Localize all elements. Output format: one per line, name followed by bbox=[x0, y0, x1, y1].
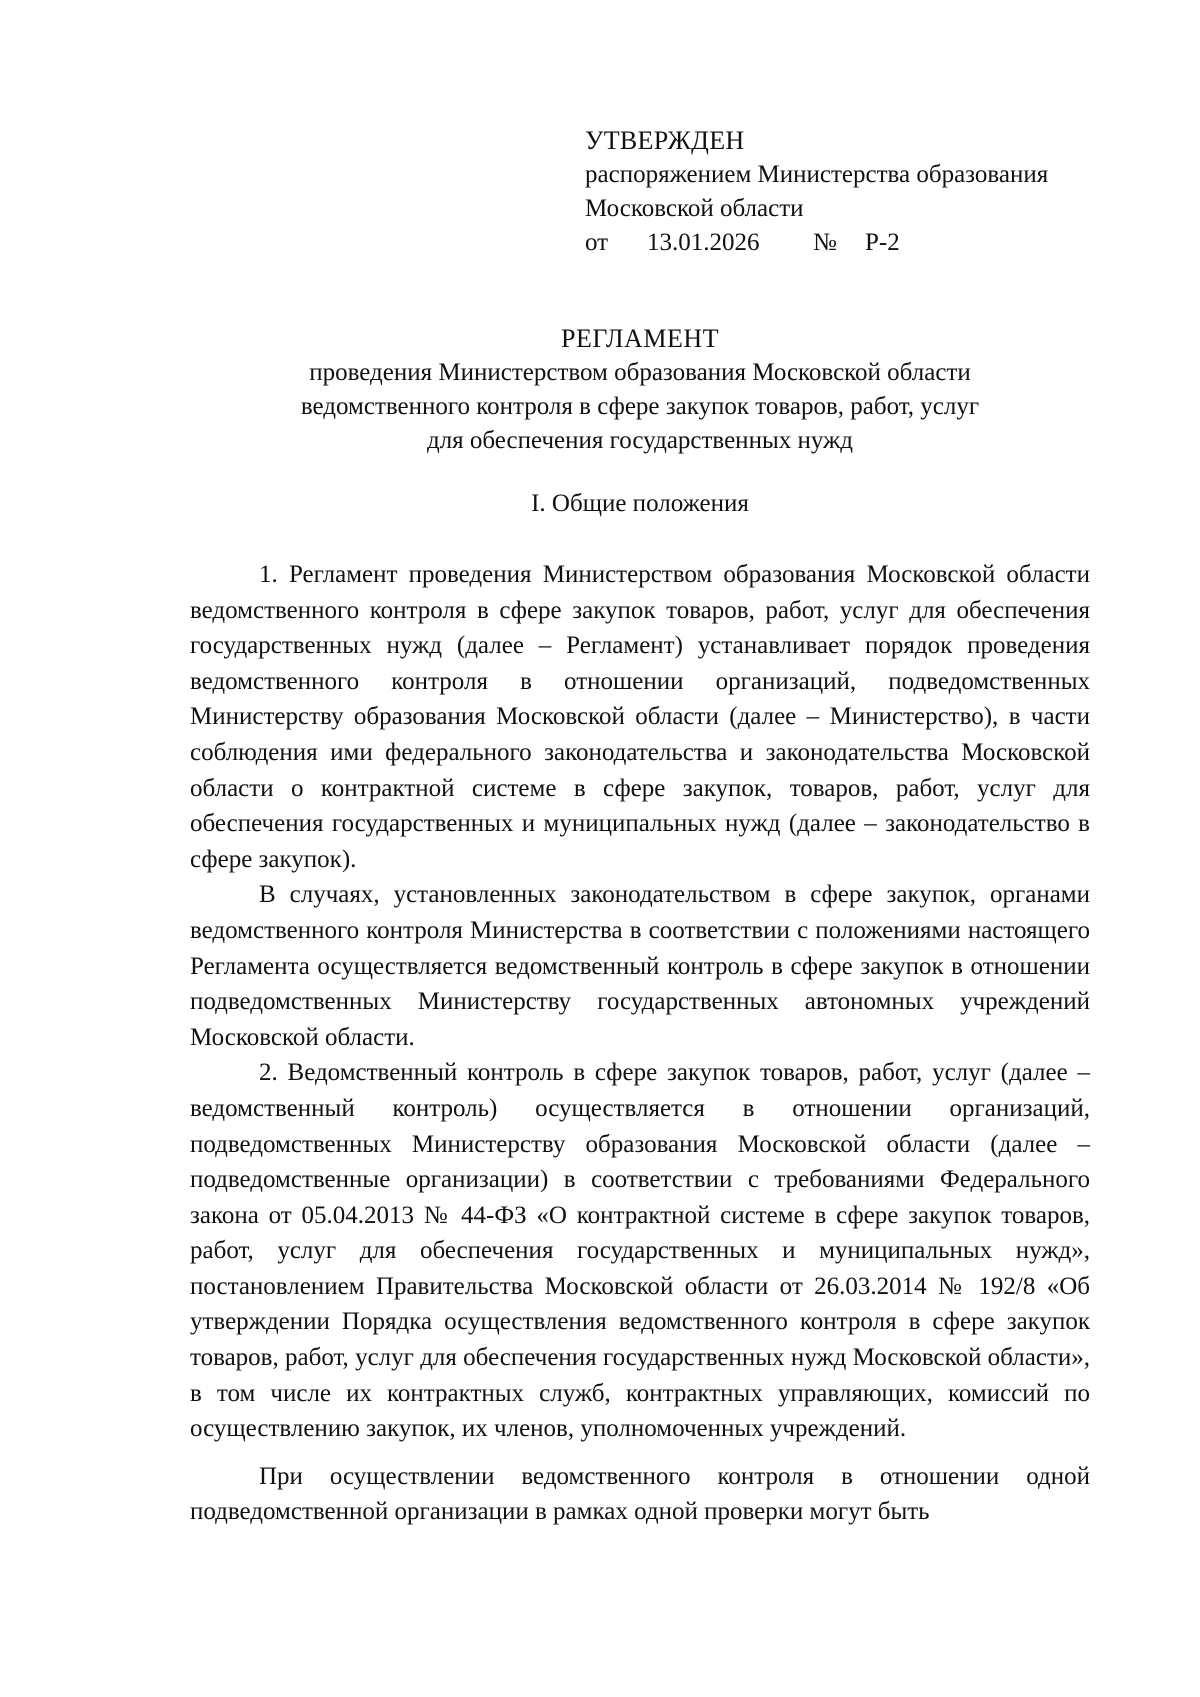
approval-line-ministry: распоряжением Министерства образования bbox=[585, 161, 1049, 188]
body-paragraph: 2. Ведомственный контроль в сфере закупок товаров, работ, услуг (далее – ведомственный контроль) осуществляется в отношении организаций, подведомственных Министерству образования Московской области (далее – подведомственные организации) в соответствии с требованиями Федерального закона от 05.04.2013 № 44-ФЗ «О контрактной системе в сфере закупок товаров, работ, услуг для обеспечения государственных и муниципальных нужд», постановлением Правительства Московской области от 26.03.2014 № 192/8 «Об утверждении Порядка осуществления ведомственного контроля в сфере закупок товаров, работ, услуг для обеспечения государственных нужд Московской области», в том числе их контрактных служб, контрактных управляющих, комиссий по осуществлению закупок, их членов, уполномоченных учреждений. bbox=[190, 1059, 1090, 1443]
document-title-block bbox=[190, 322, 1090, 458]
document-subtitle-line: ведомственного контроля в сфере закупок товаров, работ, услуг bbox=[300, 393, 980, 420]
body-paragraph: В случаях, установленных законодательством в сфере закупок, органами ведомственного контроля Министерства в соответствии с положениями настоящего Регламента осуществляется ведомственный контроль в сфере закупок в отношении подведомственных Министерству государственных автономных учреждений Московской области. bbox=[190, 881, 1090, 1051]
approval-number: Р-2 bbox=[865, 229, 900, 256]
approval-line-region: Московской области bbox=[585, 195, 804, 222]
document-body bbox=[190, 557, 1090, 1530]
approval-stamp bbox=[585, 124, 1125, 260]
approval-date-number bbox=[585, 226, 1125, 260]
document-subtitle-line: проведения Министерством образования Московской области bbox=[309, 359, 971, 386]
approval-title: УТВЕРЖДЕН bbox=[585, 126, 745, 155]
body-paragraph: При осуществлении ведомственного контроля в отношении одной подведомственной организации в рамках одной проверки могут быть bbox=[190, 1462, 1090, 1526]
document-type: РЕГЛАМЕНТ bbox=[561, 324, 719, 353]
approval-from-label: от bbox=[585, 229, 609, 256]
approval-date: 13.01.2026 bbox=[647, 229, 760, 256]
body-paragraph: 1. Регламент проведения Министерством образования Московской области ведомственного контроля в сфере закупок товаров, работ, услуг для обеспечения государственных нужд (далее – Регламент) устанавливает порядок проведения ведомственного контроля в отношении организаций, подведомственных Министерству образования Московской области (далее – Министерство), в части соблюдения ими федерального законодательства и законодательства Московской области о контрактной системе в сфере закупок, товаров, работ, услуг для обеспечения государственных и муниципальных нужд (далее – законодательство в сфере закупок). bbox=[190, 561, 1090, 873]
document-subtitle-line: для обеспечения государственных нужд bbox=[426, 427, 854, 454]
section-heading: I. Общие положения bbox=[531, 490, 749, 517]
approval-number-sign: № bbox=[813, 229, 837, 256]
